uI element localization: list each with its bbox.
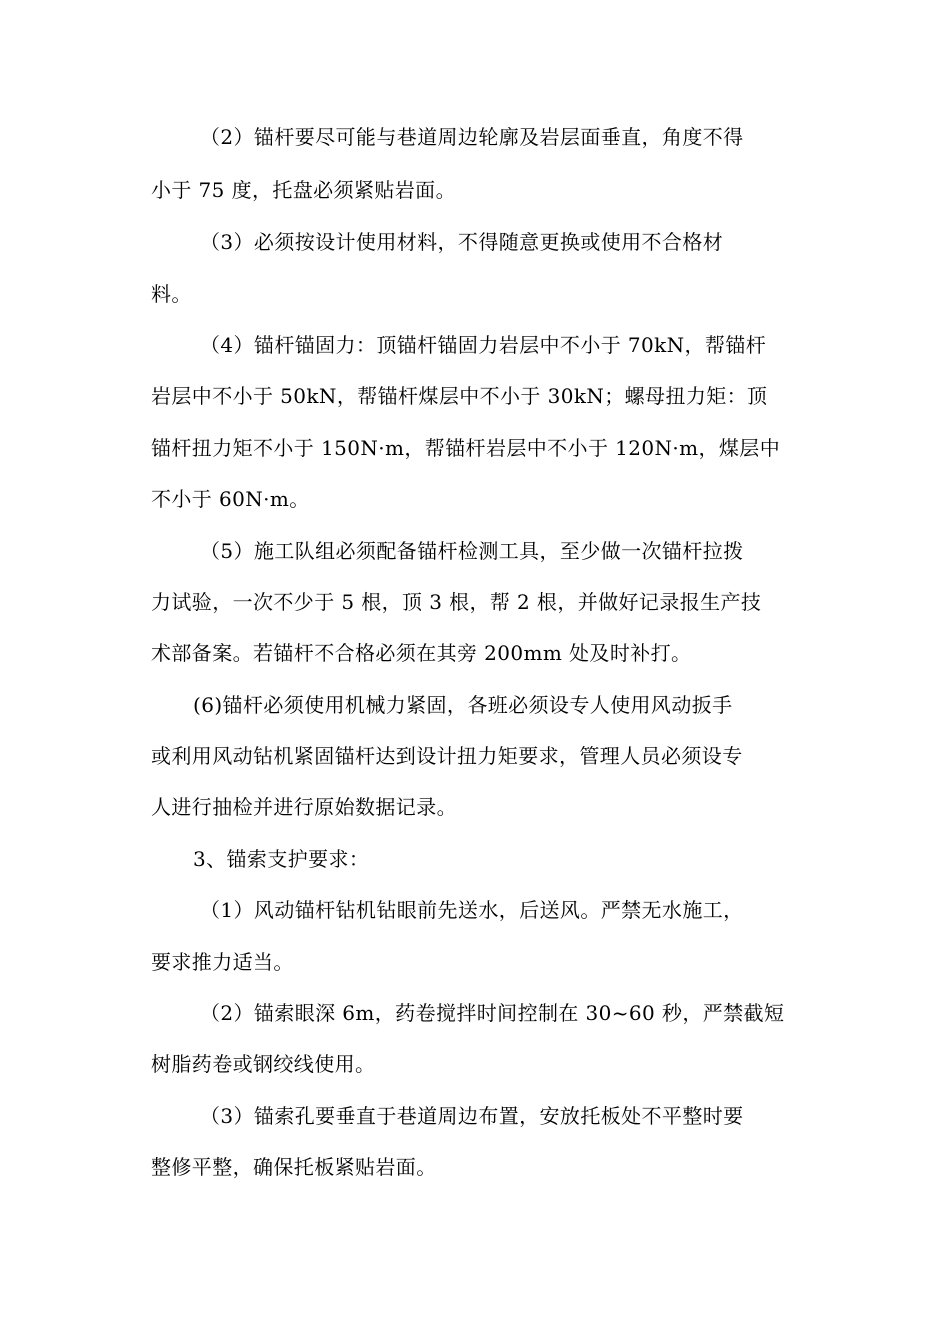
item-1-line-1: （1）风动锚杆钻机钻眼前先送水，后送风。严禁无水施工， — [200, 898, 744, 922]
item-3-line-2: 整修平整，确保托板紧贴岩面。 — [151, 1155, 437, 1179]
paragraph-6-line-2: 或利用风动钻机紧固锚杆达到设计扭力矩要求，管理人员必须设专 — [151, 744, 743, 768]
paragraph-4-line-3: 锚杆扭力矩不小于 150N·m，帮锚杆岩层中不小于 120N·m，煤层中 — [151, 436, 781, 460]
item-3-line-1: （3）锚索孔要垂直于巷道周边布置，安放托板处不平整时要 — [200, 1104, 744, 1128]
paragraph-4-line-1: （4）锚杆锚固力：顶锚杆锚固力岩层中不小于 70kN，帮锚杆 — [200, 333, 767, 357]
paragraph-5-line-3: 术部备案。若锚杆不合格必须在其旁 200mm 处及时补打。 — [151, 641, 692, 665]
item-2-line-1: （2）锚索眼深 6m，药卷搅拌时间控制在 30~60 秒，严禁截短 — [200, 1001, 785, 1025]
section-heading-3: 3、锚索支护要求： — [193, 847, 370, 871]
paragraph-5-line-2: 力试验，一次不少于 5 根，顶 3 根，帮 2 根，并做好记录报生产技 — [151, 590, 762, 614]
paragraph-2-line-2: 小于 75 度，托盘必须紧贴岩面。 — [151, 178, 456, 202]
item-2-line-2: 树脂药卷或钢绞线使用。 — [151, 1052, 376, 1076]
paragraph-4-line-4: 不小于 60N·m。 — [151, 487, 310, 511]
paragraph-5-line-1: （5）施工队组必须配备锚杆检测工具，至少做一次锚杆拉拨 — [200, 539, 744, 563]
paragraph-3-line-1: （3）必须按设计使用材料，不得随意更换或使用不合格材 — [200, 230, 724, 254]
paragraph-6-line-1: (6)锚杆必须使用机械力紧固，各班必须设专人使用风动扳手 — [193, 693, 733, 717]
paragraph-2-line-1: （2）锚杆要尽可能与巷道周边轮廓及岩层面垂直，角度不得 — [200, 125, 744, 149]
item-1-line-2: 要求推力适当。 — [151, 950, 294, 974]
paragraph-3-line-2: 料。 — [151, 282, 192, 306]
paragraph-6-line-3: 人进行抽检并进行原始数据记录。 — [151, 795, 457, 819]
paragraph-4-line-2: 岩层中不小于 50kN，帮锚杆煤层中不小于 30kN；螺母扭力矩：顶 — [151, 384, 768, 408]
